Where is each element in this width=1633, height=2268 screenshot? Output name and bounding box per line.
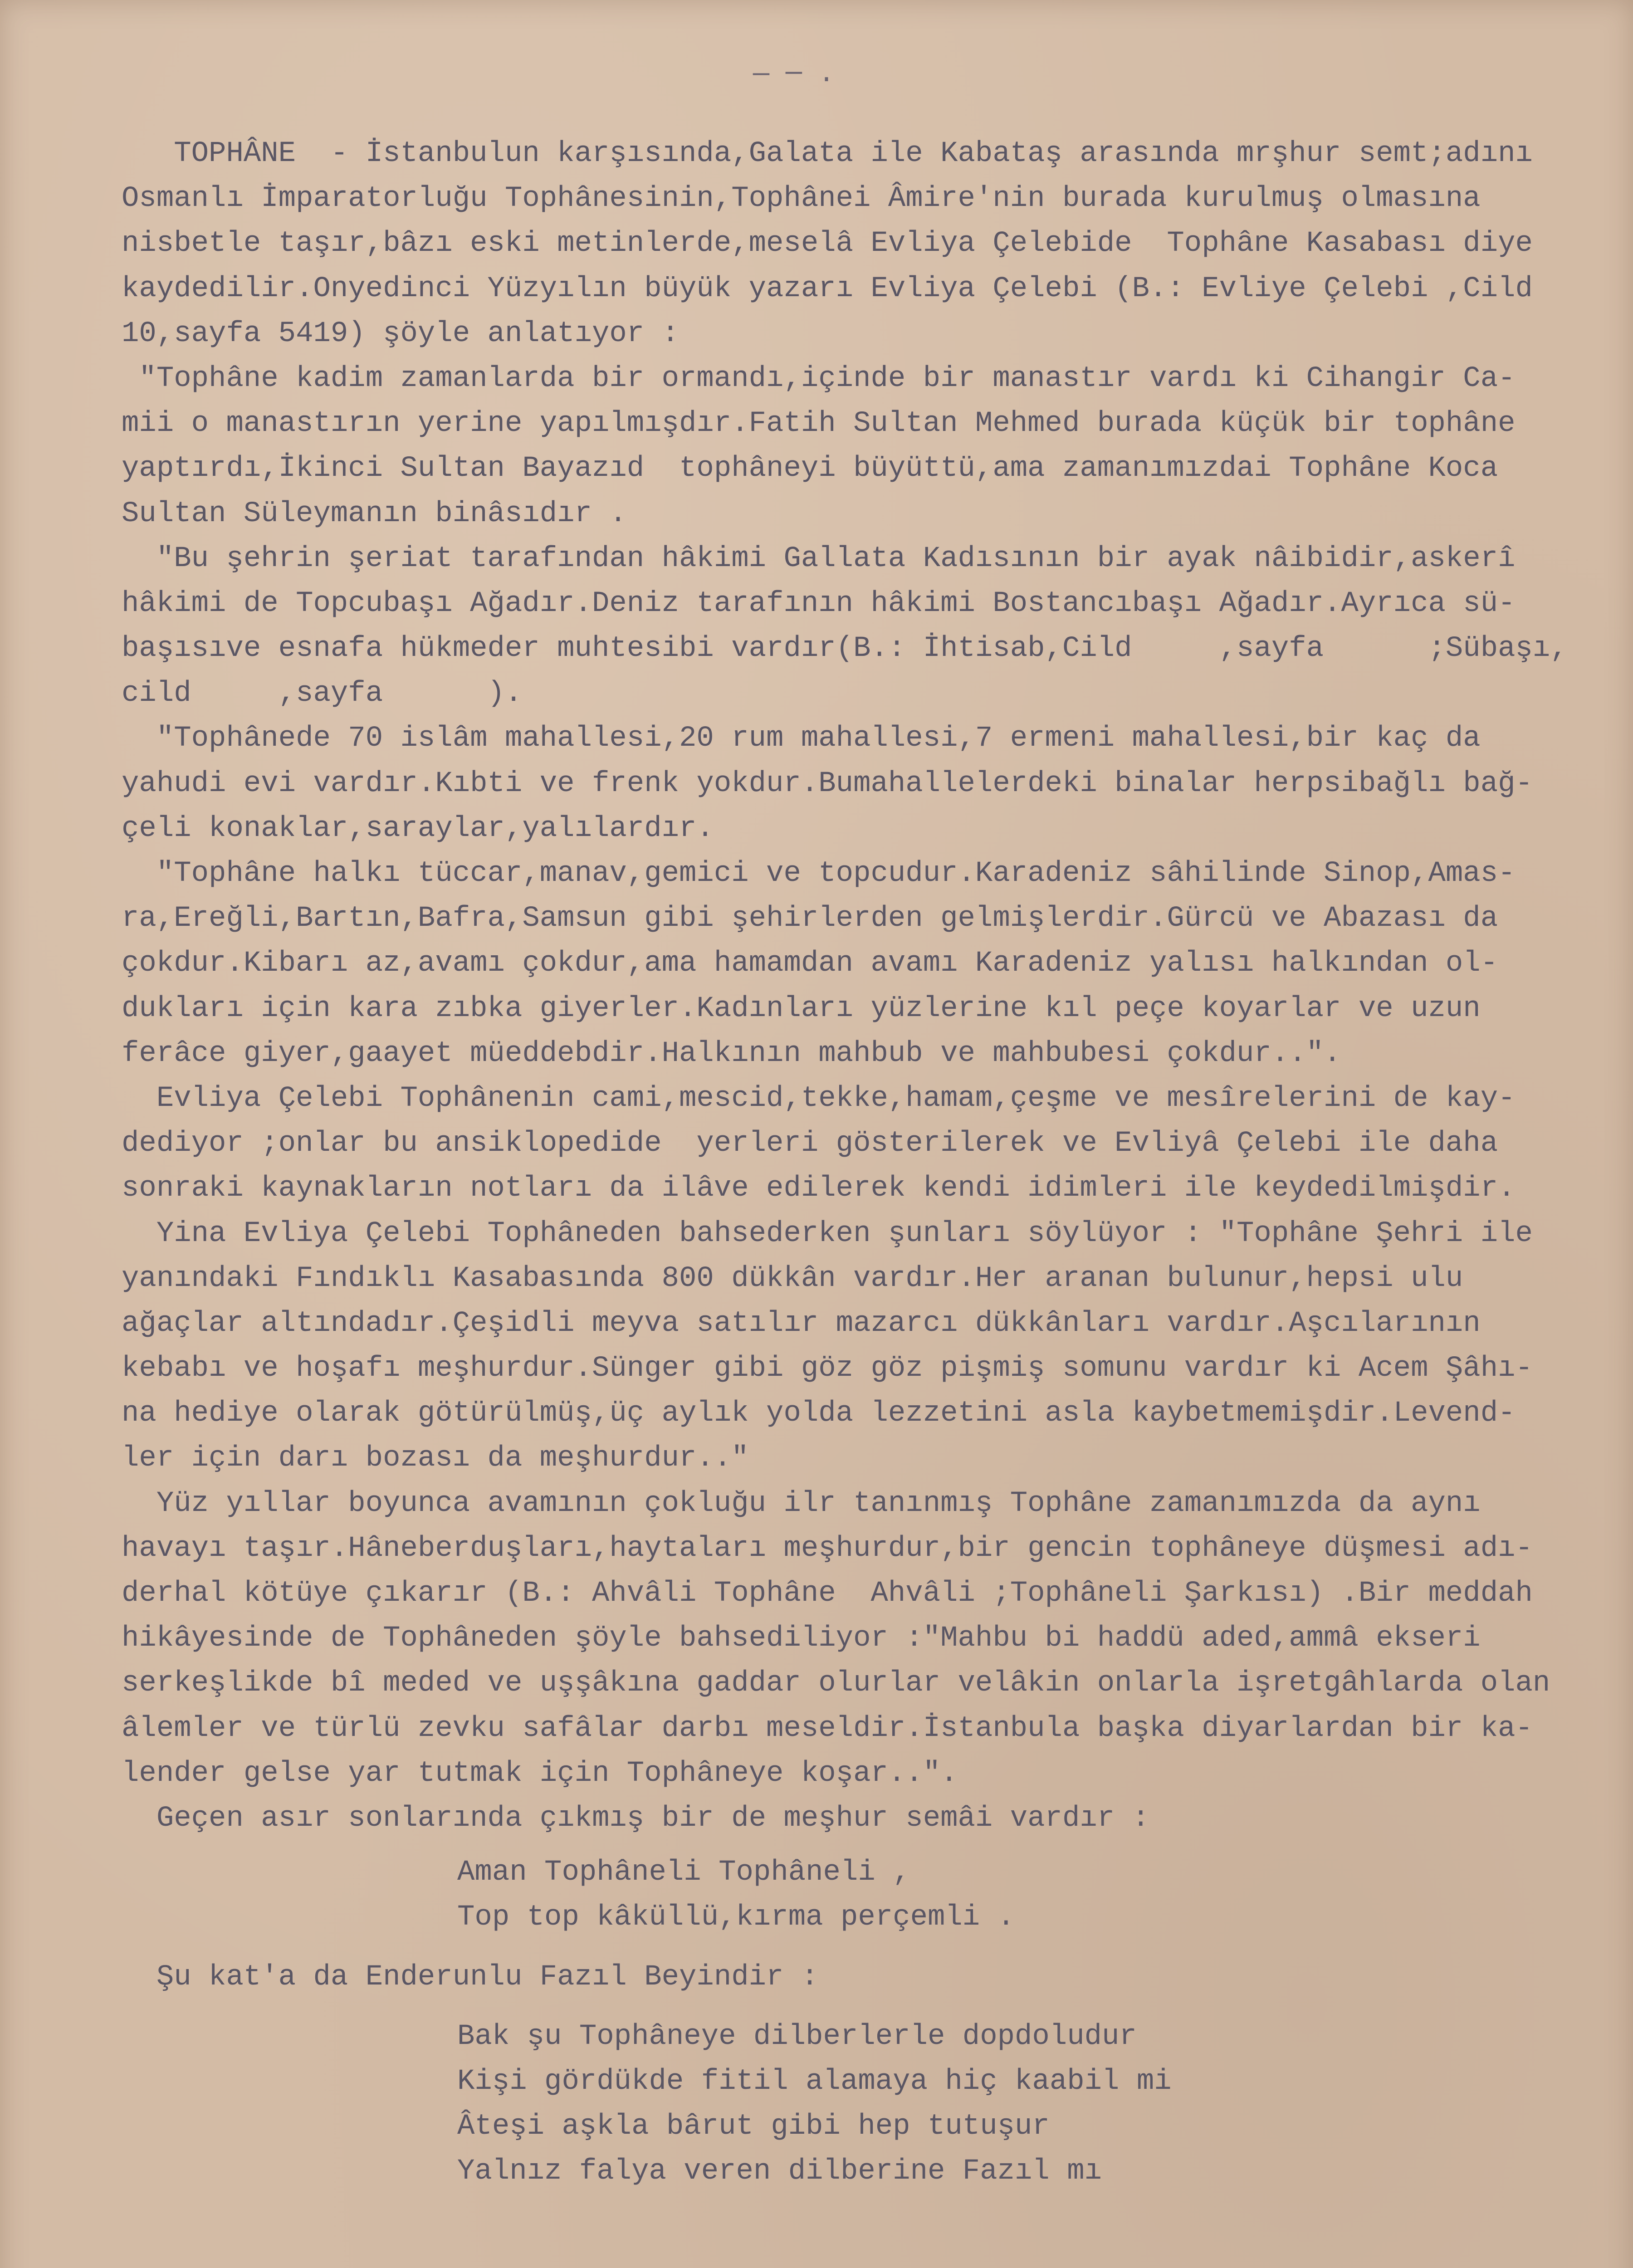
text-line: hikâyesinde de Tophâneden şöyle bahsediliyor :"Mahbu bi haddü aded,ammâ ekseri — [122, 1622, 1481, 1655]
text-line: Osmanlı İmparatorluğu Tophânesinin,Tophânei Âmire'nin burada kurulmuş olmasına — [122, 182, 1481, 215]
poem-line: Aman Tophâneli Tophâneli , — [457, 1856, 910, 1889]
text-line: dediyor ;onlar bu ansiklopedide yerleri gösterilerek ve Evliyâ Çelebi ile daha — [122, 1127, 1498, 1160]
poem-line: Âteşi aşkla bârut gibi hep tutuşur — [457, 2110, 1050, 2143]
typed-text — [122, 132, 1600, 2194]
text-line: na hediye olarak götürülmüş,üç aylık yolda lezzetini asla kaybetmemişdir.Levend- — [122, 1397, 1516, 1430]
text-line: ra,Ereğli,Bartın,Bafra,Samsun gibi şehirlerden gelmişlerdir.Gürcü ve Abazası da — [122, 902, 1498, 935]
text-line: çeli konaklar,saraylar,yalılardır. — [122, 812, 714, 845]
text-line: ağaçlar altındadır.Çeşidli meyva satılır mazarcı dükkânları vardır.Aşcılarının — [122, 1307, 1481, 1340]
text-line: "Tophâne halkı tüccar,manav,gemici ve topcudur.Karadeniz sâhilinde Sinop,Amas- — [122, 857, 1516, 890]
poem-line: Yalnız falya veren dilberine Fazıl mı — [457, 2155, 1102, 2188]
poem-line: Top top kâküllü,kırma perçemli . — [457, 1901, 1015, 1934]
text-line: mii o manastırın yerine yapılmışdır.Fatih Sultan Mehmed burada küçük bir tophâne — [122, 407, 1516, 440]
text-line: derhal kötüye çıkarır (B.: Ahvâli Tophâne Ahvâli ;Tophâneli Şarkısı) .Bir meddah — [122, 1577, 1533, 1610]
text-line: ferâce giyer,gaayet müeddebdir.Halkının mahbub ve mahbubesi çokdur..". — [122, 1037, 1341, 1070]
text-line: "Tophânede 70 islâm mahallesi,20 rum mahallesi,7 ermeni mahallesi,bir kaç da — [122, 722, 1481, 755]
text-line: Şu kat'a da Enderunlu Fazıl Beyindir : — [122, 1960, 819, 1994]
top-marks: — ─ . — [753, 59, 835, 90]
text-line: ler için darı bozası da meşhurdur.." — [122, 1442, 749, 1475]
spacer — [122, 1841, 1600, 1850]
text-line: kebabı ve hoşafı meşhurdur.Sünger gibi göz göz pişmiş somunu vardır ki Acem Şâhı- — [122, 1352, 1533, 1385]
spacer — [122, 2000, 1600, 2014]
text-line: başısıve esnafa hükmeder muhtesibi vardır(B.: İhtisab,Cild ,sayfa ;Sübaşı, — [122, 632, 1568, 665]
text-line: Evliya Çelebi Tophânenin cami,mescid,tekke,hamam,çeşme ve mesîrelerini de kay- — [122, 1082, 1516, 1115]
spacer — [122, 1941, 1600, 1955]
text-line: Yüz yıllar boyunca avamının çokluğu ilr tanınmış Tophâne zamanımızda da aynı — [122, 1487, 1481, 1520]
text-line: yanındaki Fındıklı Kasabasında 800 dükkân vardır.Her aranan bulunur,hepsi ulu — [122, 1262, 1463, 1295]
text-line: kaydedilir.Onyedinci Yüzyılın büyük yazarı Evliya Çelebi (B.: Evliye Çelebi ,Cild — [122, 272, 1533, 305]
text-line: Yina Evliya Çelebi Tophâneden bahsederken şunları söylüyor : "Tophâne Şehri ile — [122, 1217, 1533, 1250]
text-line: cild ,sayfa ). — [122, 677, 523, 710]
text-line: "Tophâne kadim zamanlarda bir ormandı,içinde bir manastır vardı ki Cihangir Ca- — [122, 362, 1516, 395]
text-line: dukları için kara zıbka giyerler.Kadınları yüzlerine kıl peçe koyarlar ve uzun — [122, 992, 1481, 1025]
poem-line: Kişi gördükde fitil alamaya hiç kaabil mi — [457, 2065, 1172, 2098]
text-line: Geçen asır sonlarında çıkmış bir de meşhur semâi vardır : — [122, 1802, 1149, 1835]
text-line: nisbetle taşır,bâzı eski metinlerde,meselâ Evliya Çelebide Tophâne Kasabası diye — [122, 227, 1533, 260]
text-line: âlemler ve türlü zevku safâlar darbı meseldir.İstanbula başka diyarlardan bir ka- — [122, 1712, 1533, 1745]
text-line: lender gelse yar tutmak için Tophâneye koşar..". — [122, 1757, 958, 1790]
text-line: yahudi evi vardır.Kıbti ve frenk yokdur.Bumahallelerdeki binalar herpsibağlı bağ- — [122, 767, 1533, 800]
text-line: sonraki kaynakların notları da ilâve edilerek kendi idimleri ile keydedilmişdir. — [122, 1172, 1516, 1205]
text-line: çokdur.Kibarı az,avamı çokdur,ama hamamdan avamı Karadeniz yalısı halkından ol- — [122, 947, 1498, 980]
text-line: hâkimi de Topcubaşı Ağadır.Deniz tarafının hâkimi Bostancıbaşı Ağadır.Ayrıca sü- — [122, 587, 1516, 620]
text-line: havayı taşır.Hâneberduşları,haytaları meşhurdur,bir gencin tophâneye düşmesi adı- — [122, 1532, 1533, 1565]
text-line: 10,sayfa 5419) şöyle anlatıyor : — [122, 317, 679, 350]
text-line: Sultan Süleymanın binâsıdır . — [122, 497, 627, 530]
poem-line: Bak şu Tophâneye dilberlerle dopdoludur — [457, 2020, 1137, 2053]
text-line: TOPHÂNE - İstanbulun karşısında,Galata ile Kabataş arasında mrşhur semt;adını — [122, 137, 1533, 170]
text-line: yaptırdı,İkinci Sultan Bayazıd tophâneyi büyüttü,ama zamanımızdai Tophâne Koca — [122, 452, 1498, 485]
text-line: serkeşlikde bî meded ve uşşâkına gaddar olurlar velâkin onlarla işretgâhlarda olan — [122, 1667, 1550, 1700]
text-line: "Bu şehrin şeriat tarafından hâkimi Gallata Kadısının bir ayak nâibidir,askerî — [122, 542, 1516, 575]
